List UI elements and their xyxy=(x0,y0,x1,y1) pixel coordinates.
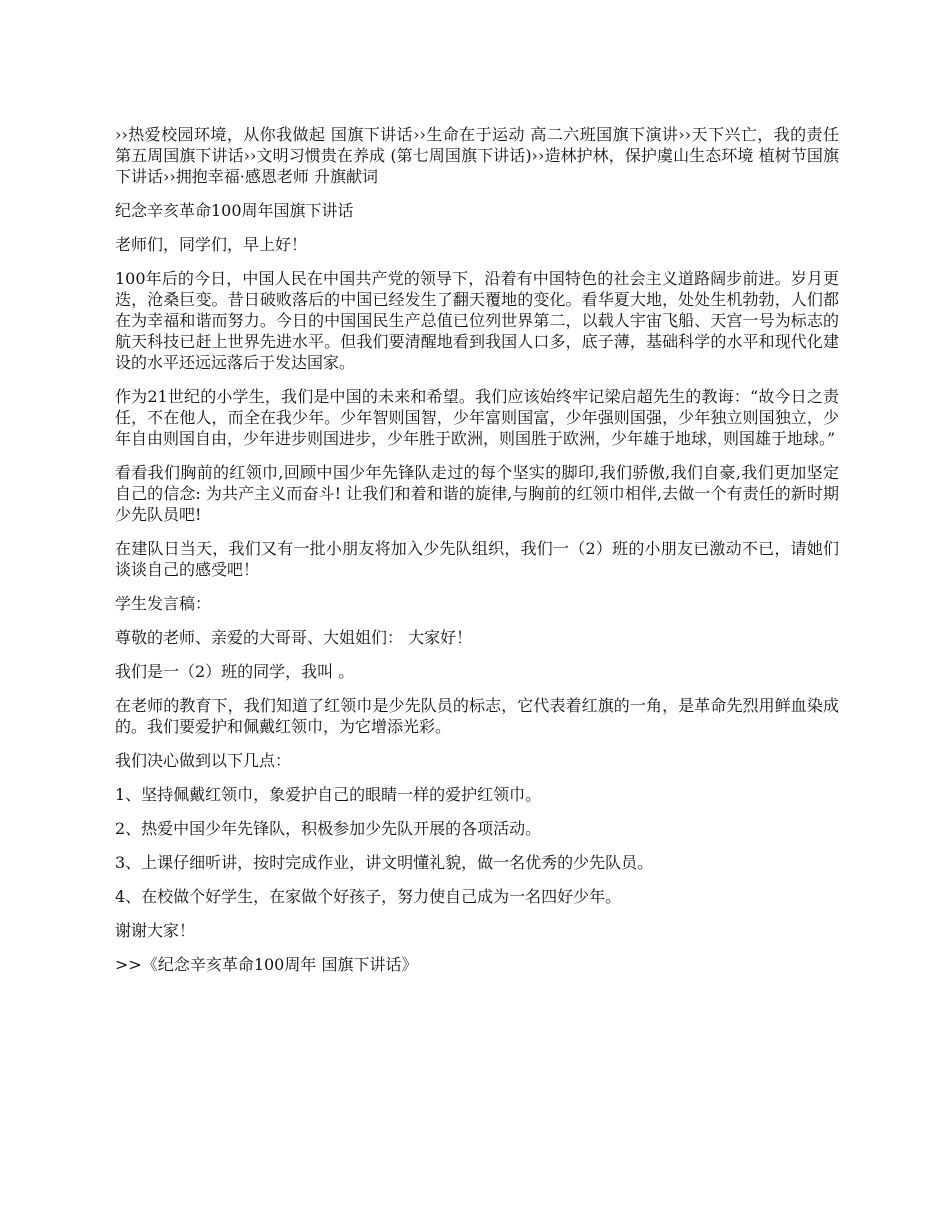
speech-title: 纪念辛亥革命100周年国旗下讲话 xyxy=(115,201,354,220)
student-greeting: 尊敬的老师、亲爱的大哥哥、大姐姐们： 大家好！ xyxy=(115,628,473,647)
paragraph-3: 看看我们胸前的红领巾,回顾中国少年先锋队走过的每个坚实的脚印,我们骄傲,我们自豪,我们更加坚定自己的信念: 为共产主义而奋斗! 让我们和着和谐的旋律,与胸前的红领巾相伴,去做一个有责任的新时期少先队员吧! xyxy=(115,463,839,524)
paragraph-1: 100年后的今日，中国人民在中国共产党的领导下，沿着有中国特色的社会主义道路阔步前进。岁月更迭，沧桑巨变。昔日破败落后的中国已经发生了翻天覆地的变化。看华夏大地，处处生机勃勃，人们都在为幸福和谐而努力。今日的中国国民生产总值已位列世界第二，以载人宇宙飞船、天宫一号为标志的航天科技已赶上世界先进水平。但我们要清醒地看到我国人口多，底子薄，基础科学的水平和现代化建设的水平还远远落后于发达国家。 xyxy=(115,269,839,372)
list-item: 4、在校做个好学生，在家做个好孩子，努力使自己成为一名四好少年。 xyxy=(115,887,622,906)
list-item: 3、上课仔细听讲，按时完成作业，讲文明懂礼貌，做一名优秀的少先队员。 xyxy=(115,853,654,872)
paragraph-2: 作为21世纪的小学生，我们是中国的未来和希望。我们应该始终牢记梁启超先生的教诲：“故今日之责任，不在他人，而全在我少年。少年智则国智，少年富则国富，少年强则国强，少年独立则国独立，少年自由则国自由，少年进步则国进步，少年胜于欧洲，则国胜于欧洲，少年雄于地球，则国雄于地球。” xyxy=(115,387,839,448)
document-page xyxy=(115,124,839,988)
list-item: 2、热爱中国少年先锋队，积极参加少先队开展的各项活动。 xyxy=(115,819,542,838)
list-item: 1、坚持佩戴红领巾，象爱护自己的眼睛一样的爱护红领巾。 xyxy=(115,785,542,804)
student-intro: 我们是一（2）班的同学，我叫 。 xyxy=(115,662,355,681)
resolve-heading: 我们决心做到以下几点： xyxy=(115,751,292,770)
paragraph-4: 在建队日当天，我们又有一批小朋友将加入少先队组织，我们一（2）班的小朋友已激动不已，请她们谈谈自己的感受吧！ xyxy=(115,539,839,579)
thanks: 谢谢大家！ xyxy=(115,921,196,940)
student-heading: 学生发言稿： xyxy=(115,594,212,613)
related-links[interactable]: ››热爱校园环境，从你我做起 国旗下讲话››生命在于运动 高二六班国旗下演讲››天下兴亡，我的责任 第五周国旗下讲话››文明习惯贵在养成 (第七周国旗下讲话)››造林护林，保护虞山生态环境 植树节国旗下讲话››拥抱幸福·感恩老师 升旗献词 xyxy=(115,125,839,186)
paragraph-5: 在老师的教育下，我们知道了红领巾是少先队员的标志，它代表着红旗的一角，是革命先烈用鲜血染成的。我们要爱护和佩戴红领巾，为它增添光彩。 xyxy=(115,696,839,736)
footer-link[interactable]: >>《纪念辛亥革命100周年 国旗下讲话》 xyxy=(115,955,418,974)
greeting: 老师们，同学们，早上好！ xyxy=(115,235,308,254)
